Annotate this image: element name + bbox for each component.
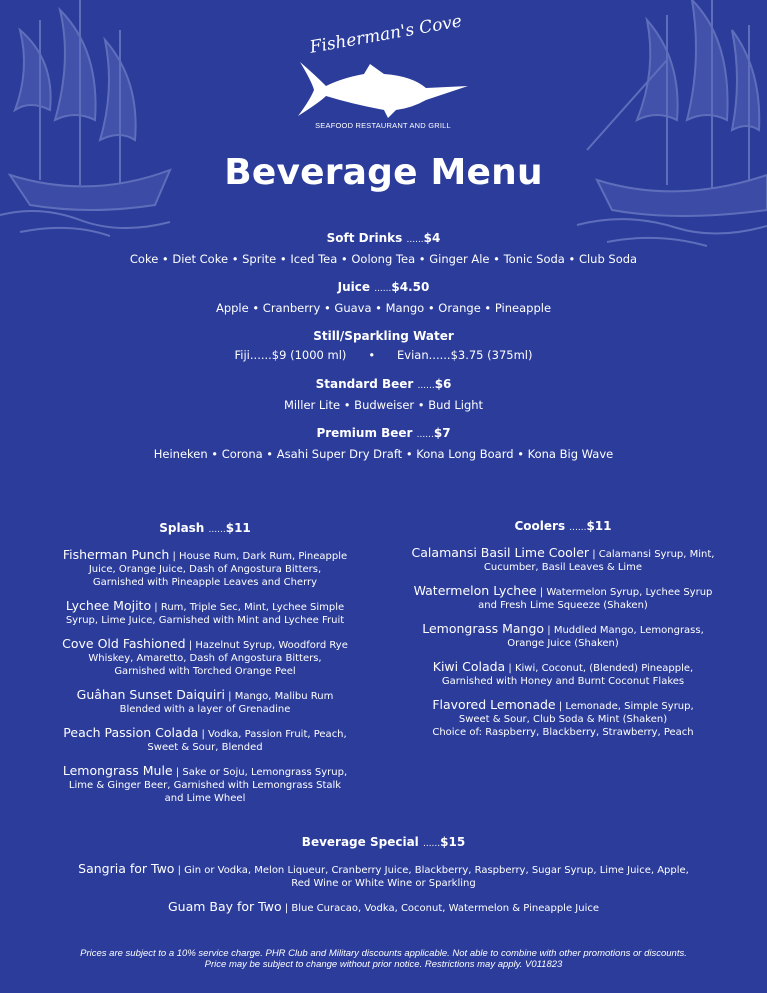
section-heading: Coolers ......$11	[514, 519, 612, 533]
logo-tagline: SEAFOOD RESTAURANT AND GRILL	[315, 121, 451, 130]
section-items: Miller Lite • Budweiser • Bud Light	[283, 398, 484, 412]
section-items: Heineken • Corona • Asahi Super Dry Draft • Kona Long Board • Kona Big Wave	[153, 447, 614, 461]
footer-line-2: Price may be subject to change without prior notice. Restrictions may apply. V011823	[204, 959, 563, 970]
beverage-special-section	[0, 834, 767, 915]
drink-watermelon-lychee: Watermelon Lychee | Watermelon Syrup, Lychee Syrup and Fresh Lime Squeeze (Shaken)	[413, 583, 713, 611]
drink-lemongrass-mango: Lemongrass Mango | Muddled Mango, Lemongrass, Orange Juice (Shaken)	[422, 621, 704, 649]
section-heading: Still/Sparkling Water	[313, 329, 454, 343]
section-heading: Premium Beer ......$7	[316, 426, 451, 440]
coolers-section	[388, 518, 738, 739]
drink-calamansi-basil-lime-cooler: Calamansi Basil Lime Cooler | Calamansi Syrup, Mint, Cucumber, Basil Leaves & Lime	[411, 545, 715, 573]
sailing-ship-illustration-right	[567, 0, 767, 250]
page-title: Beverage Menu	[224, 152, 543, 193]
drink-kiwi-colada: Kiwi Colada | Kiwi, Coconut, (Blended) Pineapple, Garnished with Honey and Burnt Coconut Flakes	[432, 659, 694, 687]
section-heading: Soft Drinks ......$4	[326, 231, 441, 245]
premium-beer-section	[0, 425, 767, 463]
drink-lemongrass-mule: Lemongrass Mule | Sake or Soju, Lemongrass Syrup, Lime & Ginger Beer, Garnished with Lemongrass Stalk and Lime Wheel	[62, 763, 348, 804]
standard-beer-section	[0, 376, 767, 414]
section-items: Apple • Cranberry • Guava • Mango • Orange • Pineapple	[215, 301, 552, 315]
soft-drinks-section	[0, 230, 767, 268]
footer-disclaimer	[0, 948, 767, 970]
drink-cove-old-fashioned: Cove Old Fashioned | Hazelnut Syrup, Woodford Rye Whiskey, Amaretto, Dash of Angostura Bitters, Garnished with Torched Orange Peel	[62, 636, 348, 677]
section-heading: Beverage Special ......$15	[301, 835, 466, 849]
footer-line-1: Prices are subject to a 10% service charge. PHR Club and Military discounts applicable. Not able to combine with other promotions or discounts.	[80, 948, 687, 959]
section-heading: Standard Beer ......$6	[315, 377, 452, 391]
section-heading: Splash ......$11	[159, 521, 251, 535]
section-items: Coke • Diet Coke • Sprite • Iced Tea • Oolong Tea • Ginger Ale • Tonic Soda • Club Soda	[129, 252, 638, 266]
drink-peach-passion-colada: Peach Passion Colada | Vodka, Passion Fruit, Peach, Sweet & Sour, Blended	[63, 725, 347, 753]
drink-sangria-for-two: Sangria for Two | Gin or Vodka, Melon Liqueur, Cranberry Juice, Blackberry, Raspberry, Sugar Syrup, Lime Juice, Apple, Red Wine or White Wine or Sparkling	[78, 861, 689, 889]
restaurant-logo	[292, 11, 474, 132]
drink-guahan-sunset-daiquiri: Guâhan Sunset Daiquiri | Mango, Malibu Rum Blended with a layer of Grenadine	[76, 687, 334, 715]
drink-lychee-mojito: Lychee Mojito | Rum, Triple Sec, Mint, Lychee Simple Syrup, Lime Juice, Garnished with Mint and Lychee Fruit	[65, 598, 345, 626]
marlin-icon	[292, 52, 474, 122]
splash-section	[30, 520, 380, 805]
drink-guam-bay-for-two: Guam Bay for Two | Blue Curacao, Vodka, Coconut, Watermelon & Pineapple Juice	[167, 899, 600, 914]
water-section	[0, 328, 767, 364]
sailing-ship-illustration-left	[0, 0, 200, 240]
drink-flavored-lemonade: Flavored Lemonade | Lemonade, Simple Syrup, Sweet & Sour, Club Soda & Mint (Shaken) Choice of: Raspberry, Blackberry, Strawberry, Peach	[432, 697, 694, 738]
section-items: Fiji......$9 (1000 ml) • Evian......$3.75 (375ml)	[234, 348, 533, 362]
section-heading: Juice ......$4.50	[337, 280, 430, 294]
logo-script-name: Fisherman's Cove	[308, 11, 464, 58]
juice-section	[0, 279, 767, 317]
drink-fisherman-punch: Fisherman Punch | House Rum, Dark Rum, Pineapple Juice, Orange Juice, Dash of Angostura Bitters, Garnished with Pineapple Leaves and Cherry	[62, 547, 348, 588]
